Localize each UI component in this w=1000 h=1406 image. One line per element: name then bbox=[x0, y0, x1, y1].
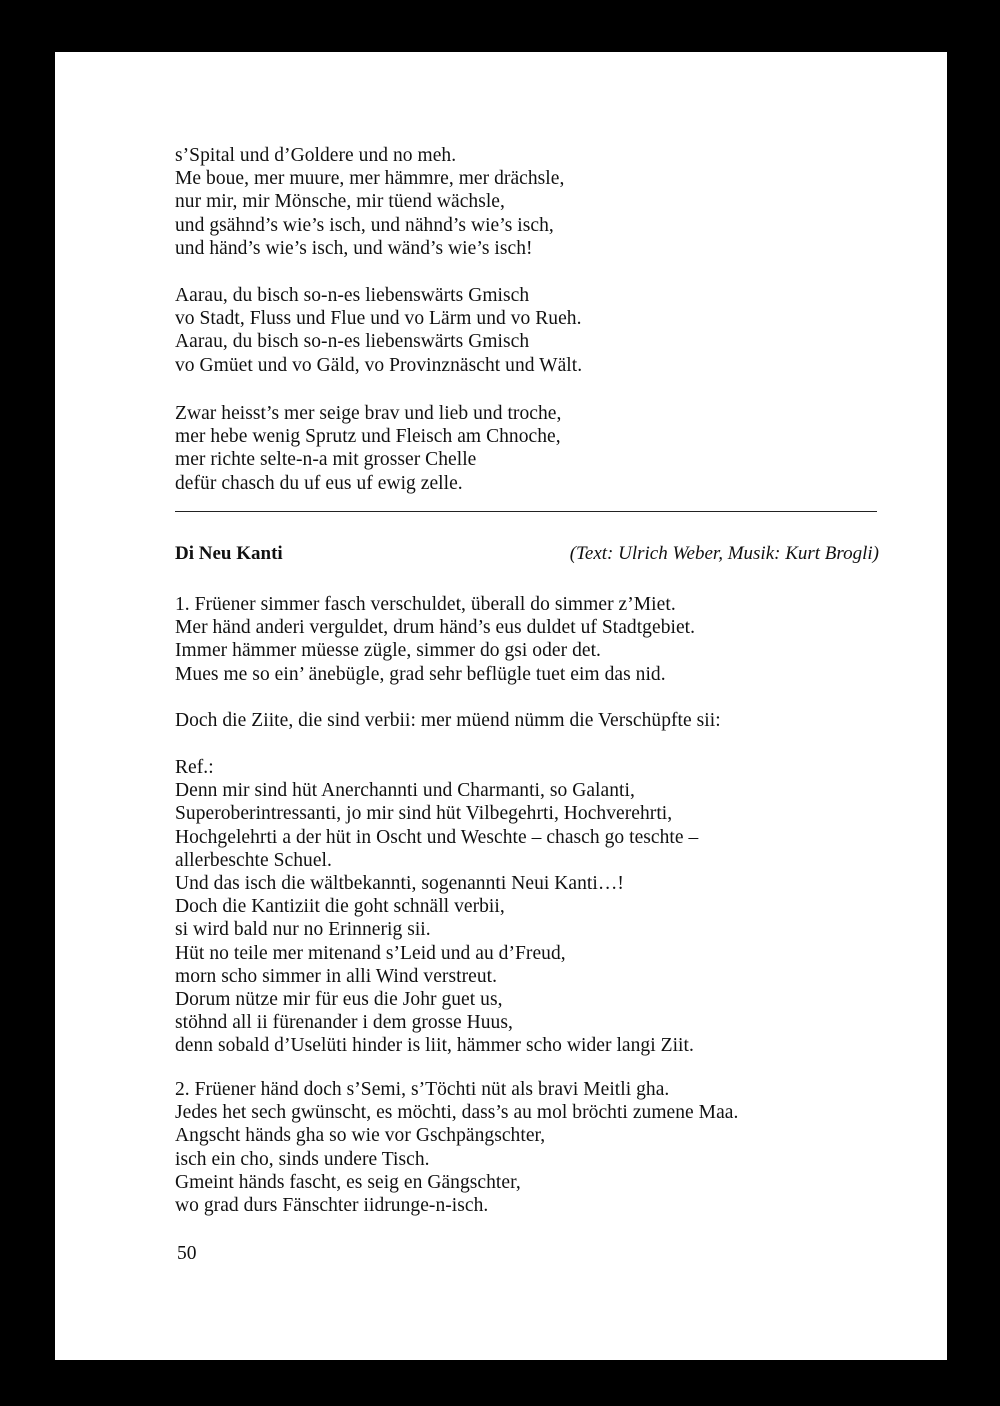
text-line: Aarau, du bisch so-n-es liebenswärts Gmisch bbox=[175, 285, 530, 306]
text-line: Dorum nütze mir für eus die Johr guet us, bbox=[175, 989, 503, 1011]
text-line: 2. Früener händ doch s’Semi, s’Töchti nüt als bravi Meitli gha. bbox=[175, 1079, 670, 1100]
text-line: Me boue, mer muure, mer hämmre, mer drächsle, bbox=[175, 168, 565, 190]
text-line: wo grad durs Fänschter iidrunge-n-isch. bbox=[175, 1195, 489, 1217]
text-line: defür chasch du uf eus uf ewig zelle. bbox=[175, 472, 463, 494]
text-line: und händ’s wie’s isch, und wänd’s wie’s isch! bbox=[175, 237, 533, 259]
refrain bbox=[175, 756, 895, 1058]
stanza-1 bbox=[175, 144, 895, 260]
text-line: si wird bald nur no Erinnerig sii. bbox=[175, 919, 431, 941]
document-page bbox=[55, 52, 947, 1360]
text-line: Immer hämmer müesse zügle, simmer do gsi oder det. bbox=[175, 640, 601, 662]
verse-1 bbox=[175, 593, 895, 686]
text-line: denn sobald d’Uselüti hinder is liit, hämmer scho wider langi Ziit. bbox=[175, 1035, 694, 1057]
stanza-3 bbox=[175, 402, 895, 495]
text-line: Hüt no teile mer mitenand s’Leid und au d’Freud, bbox=[175, 942, 566, 964]
text-line: Jedes het sech gwünscht, es möchti, dass’s au mol bröchti zumene Maa. bbox=[175, 1102, 739, 1124]
section-divider bbox=[175, 511, 877, 512]
text-line: mer hebe wenig Sprutz und Fleisch am Chnoche, bbox=[175, 426, 561, 448]
text-line: Hochgelehrti a der hüt in Oscht und Weschte – chasch go teschte – bbox=[175, 826, 699, 848]
text-line: s’Spital und d’Goldere und no meh. bbox=[175, 145, 457, 166]
text-line: isch ein cho, sinds undere Tisch. bbox=[175, 1148, 430, 1170]
text-line: Ref.: bbox=[175, 757, 214, 778]
bridge bbox=[175, 709, 895, 732]
text-line: Doch die Kantiziit die goht schnäll verbii, bbox=[175, 896, 505, 918]
song-header bbox=[175, 543, 879, 569]
text-line: Angscht händs gha so wie vor Gschpängschter, bbox=[175, 1125, 546, 1147]
text-line: Mer händ anderi verguldet, drum händ’s eus duldet uf Stadtgebiet. bbox=[175, 617, 696, 639]
text-line: Zwar heisst’s mer seige brav und lieb und troche, bbox=[175, 403, 562, 424]
text-line: nur mir, mir Mönsche, mir tüend wächsle, bbox=[175, 191, 505, 213]
text-line: Denn mir sind hüt Anerchannti und Charmanti, so Galanti, bbox=[175, 780, 635, 802]
text-line: Mues me so ein’ änebügle, grad sehr beflügle tuet eim das nid. bbox=[175, 663, 666, 685]
text-line: vo Gmüet und vo Gäld, vo Provinznäscht und Wält. bbox=[175, 354, 583, 376]
text-line: Superoberintressanti, jo mir sind hüt Vilbegehrti, Hochverehrti, bbox=[175, 803, 673, 825]
song-title: Di Neu Kanti bbox=[175, 543, 283, 564]
text-line: vo Stadt, Fluss und Flue und vo Lärm und vo Rueh. bbox=[175, 308, 582, 330]
text-line: Aarau, du bisch so-n-es liebenswärts Gmisch bbox=[175, 331, 530, 353]
text-line: Doch die Ziite, die sind verbii: mer müend nümm die Verschüpfte sii: bbox=[175, 710, 721, 731]
stanza-2 bbox=[175, 284, 895, 377]
song-credits: (Text: Ulrich Weber, Musik: Kurt Brogli) bbox=[569, 543, 879, 564]
text-line: morn scho simmer in alli Wind verstreut. bbox=[175, 965, 498, 987]
text-line: allerbeschte Schuel. bbox=[175, 849, 332, 871]
text-line: Gmeint händs fascht, es seig en Gängschter, bbox=[175, 1171, 521, 1193]
page-number: 50 bbox=[177, 1243, 197, 1264]
text-line: 1. Früener simmer fasch verschuldet, überall do simmer z’Miet. bbox=[175, 594, 676, 615]
text-line: und gsähnd’s wie’s isch, und nähnd’s wie’s isch, bbox=[175, 214, 554, 236]
verse-2 bbox=[175, 1078, 895, 1217]
text-line: Und das isch die wältbekannti, sogenannti Neui Kanti…! bbox=[175, 873, 624, 895]
text-line: stöhnd all ii fürenander i dem grosse Huus, bbox=[175, 1012, 513, 1034]
text-line: mer richte selte-n-a mit grosser Chelle bbox=[175, 449, 477, 471]
